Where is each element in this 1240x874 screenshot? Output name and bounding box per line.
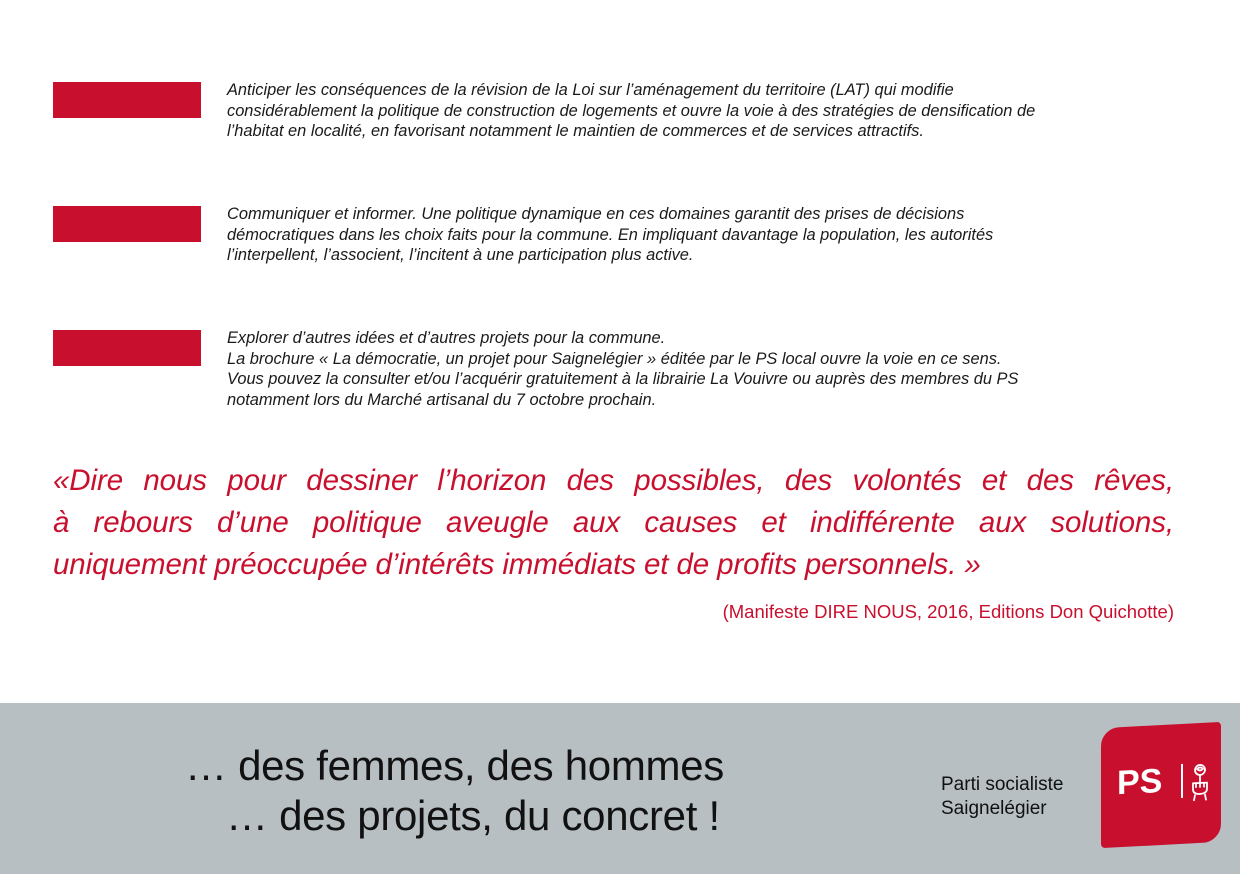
party-name-line-2: Saignelégier <box>941 798 1047 819</box>
red-bullet-bar <box>53 330 201 366</box>
quote-line-3: uniquement préoccupée d’intérêts immédiats et de profits personnels. » <box>53 548 981 581</box>
manifesto-quote <box>53 460 1174 586</box>
quote-line-1: «Dire nous pour dessiner l’horizon des possibles, des volontés et des rêves, <box>53 464 1174 497</box>
party-name-line-1: Parti socialiste <box>941 774 1064 795</box>
quote-source: (Manifeste DIRE NOUS, 2016, Editions Don Quichotte) <box>722 601 1174 622</box>
program-item-text: Communiquer et informer. Une politique dynamique en ces domaines garantit des prises de décisions démocratiques dans les choix faits pour la commune. En impliquant davantage la population, les autorités l’interpellent, l’associent, l’incitent à une participation plus active. <box>227 205 994 264</box>
program-item-text: Explorer d’autres idées et d’autres projets pour la commune. La brochure « La démocratie, un projet pour Saignelégier » éditée par le PS local ouvre la voie en ce sens. Vous pouvez la consulter et/ou l’acquérir gratuitement à la librairie La Vouivre ou auprès des membres du PS notamment lors du Marché artisanal du 7 octobre prochain. <box>227 329 1019 409</box>
logo-divider <box>1181 764 1183 798</box>
quote-line-2: à rebours d’une politique aveugle aux causes et indifférente aux solutions, <box>53 506 1174 539</box>
party-name <box>941 773 1064 821</box>
slogan-line-2: … des projets, du concret ! <box>226 792 720 839</box>
ps-logo-text: PS <box>1117 761 1163 803</box>
red-bullet-bar <box>53 206 201 242</box>
footer-band <box>0 703 1240 874</box>
red-bullet-bar <box>53 82 201 118</box>
ps-logo <box>1101 722 1221 848</box>
program-item-text: Anticiper les conséquences de la révision de la Loi sur l’aménagement du territoire (LAT) qui modifie considérablement la politique de construction de logements et ouvre la voie à des stratégies de densification de l’habitat en localité, en favorisant notamment le maintien de commerces et de services attractifs. <box>227 81 1036 140</box>
rose-fist-icon <box>1185 760 1215 802</box>
slogan-line-1: … des femmes, des hommes <box>185 742 724 789</box>
